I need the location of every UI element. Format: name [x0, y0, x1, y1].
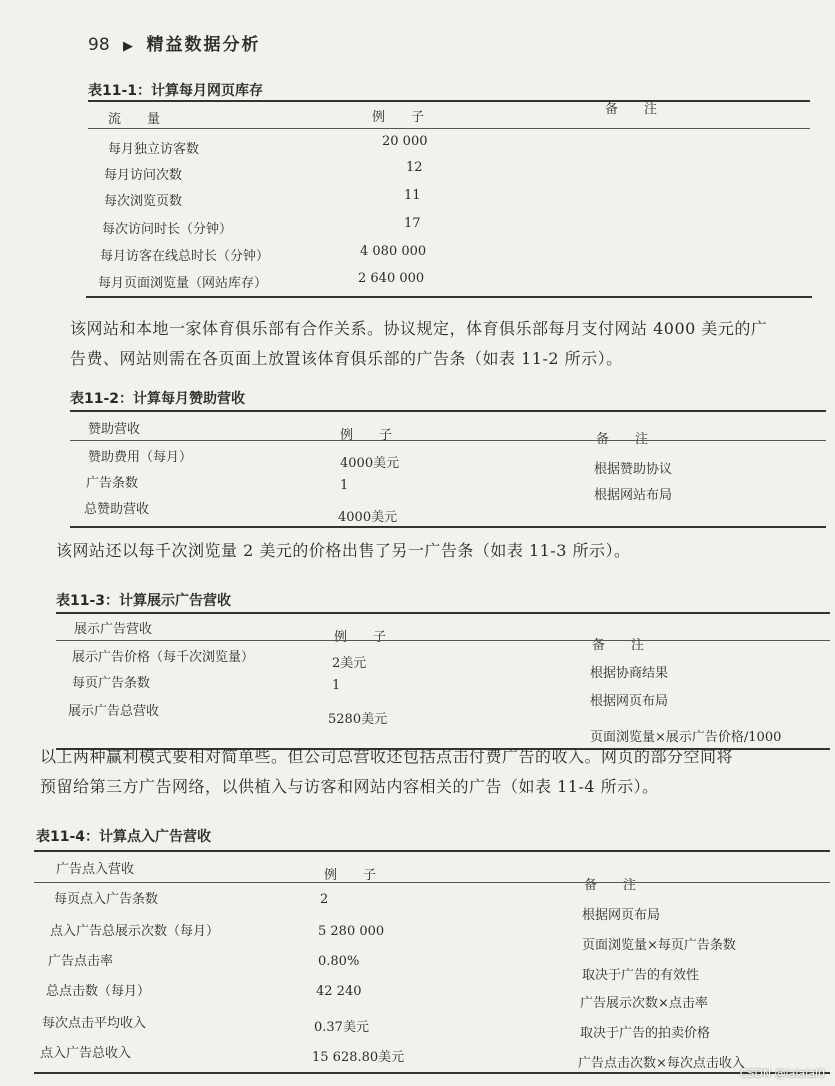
table2-row-note: 根据网站布局	[594, 488, 673, 503]
table3-caption: 表11-3：计算展示广告营收	[56, 593, 232, 609]
table2-caption: 表11-2：计算每月赞助营收	[70, 391, 246, 407]
table4-row-label: 总点击数（每月）	[46, 984, 151, 999]
table4-row-note: 广告展示次数×点击率	[580, 996, 708, 1011]
table3-header-rule	[56, 640, 830, 641]
table3-row-label: 展示广告价格（每千次浏览量）	[72, 650, 255, 665]
table3-col-note: 备 注	[592, 638, 645, 653]
table2-row-value: 1	[340, 478, 349, 493]
table3-col-flow: 展示广告营收	[74, 622, 153, 637]
watermark: CSDN @lalalal0	[739, 1067, 825, 1080]
table2-top-rule	[70, 410, 826, 412]
table1-top-rule	[88, 100, 810, 102]
table4-row-value: 2	[320, 892, 329, 907]
paragraph-3-line: 预留给第三方广告网络，以供植入与访客和网站内容相关的广告（如表 11-4 所示）。	[40, 777, 659, 796]
table1-header-rule	[88, 128, 810, 129]
table4-row-note: 根据网页布局	[582, 908, 661, 923]
table3-top-rule	[56, 612, 830, 614]
table2-row-label: 赞助费用（每月）	[88, 450, 193, 465]
table4-row-label: 广告点击率	[48, 954, 114, 969]
table4-row-label: 点入广告总展示次数（每月）	[50, 924, 220, 939]
table1-col-example: 例 子	[372, 110, 425, 125]
table4-row-value: 0.37美元	[314, 1020, 369, 1035]
table1-col-note: 备 注	[605, 102, 658, 117]
table4-header-rule	[34, 882, 830, 883]
table2-row-value: 4000美元	[338, 510, 398, 525]
table4-row-note: 取决于广告的有效性	[582, 968, 700, 983]
table1-row-label: 每月独立访客数	[108, 142, 200, 157]
table2-row-label: 广告条数	[86, 476, 139, 491]
table3-row-value: 1	[332, 678, 341, 693]
table4-row-label: 每次点击平均收入	[42, 1016, 147, 1031]
page-number: 98	[88, 35, 110, 55]
table1-row-value: 20 000	[382, 134, 428, 149]
paragraph-1-line: 告费、网站则需在各页面上放置该体育俱乐部的广告条（如表 11-2 所示）。	[70, 349, 623, 368]
table2-col-note: 备 注	[596, 432, 649, 447]
table4-col-note: 备 注	[584, 878, 637, 893]
table3-row-label: 每页广告条数	[72, 676, 151, 691]
table1-row-label: 每次浏览页数	[104, 194, 183, 209]
table4-row-label: 每页点入广告条数	[54, 892, 159, 907]
table1-row-label: 每月访问次数	[104, 168, 183, 183]
table4-col-example: 例 子	[324, 868, 377, 883]
table4-row-label: 点入广告总收入	[40, 1046, 132, 1061]
table2-row-note: 根据赞助协议	[594, 462, 673, 477]
table2-row-value: 4000美元	[340, 456, 400, 471]
table1-row-value: 17	[404, 216, 421, 231]
page-header	[88, 30, 260, 55]
arrow-icon: ▶	[123, 39, 134, 54]
table4-col-flow: 广告点入营收	[56, 862, 135, 877]
table3-row-value: 2美元	[332, 656, 367, 671]
table2-col-example: 例 子	[340, 428, 393, 443]
table4-bottom-rule	[34, 1072, 830, 1074]
table4-row-note: 广告点击次数×每次点击收入	[578, 1056, 745, 1071]
table4-row-value: 0.80%	[318, 954, 360, 969]
table1-row-label: 每月页面浏览量（网站库存）	[98, 276, 268, 291]
table3-row-note: 根据网页布局	[590, 694, 669, 709]
table1-row-label: 每次访问时长（分钟）	[102, 222, 233, 237]
table1-row-value: 4 080 000	[360, 244, 427, 259]
paragraph-1-line: 该网站和本地一家体育俱乐部有合作关系。协议规定，体育俱乐部每月支付网站 4000 美元的广	[70, 319, 768, 338]
table2-row-label: 总赞助营收	[84, 502, 150, 517]
table3-row-value: 5280美元	[328, 712, 388, 727]
table3-col-example: 例 子	[334, 630, 387, 645]
table4-row-value: 15 628.80美元	[312, 1050, 405, 1065]
table1-row-label: 每月访客在线总时长（分钟）	[100, 249, 270, 264]
table4-row-value: 5 280 000	[318, 924, 385, 939]
paragraph-3	[40, 742, 830, 802]
table3-row-note: 根据协商结果	[590, 666, 669, 681]
table2-header-rule	[70, 440, 826, 441]
paragraph-3-line: 以上两种赢利模式要相对简单些。但公司总营收还包括点击付费广告的收入。网页的部分空间将	[40, 747, 734, 766]
table1-row-value: 2 640 000	[358, 271, 425, 286]
book-title: 精益数据分析	[146, 35, 261, 55]
table1-caption: 表11-1：计算每月网页库存	[88, 83, 264, 99]
table3-row-label: 展示广告总营收	[68, 704, 160, 719]
table2-bottom-rule	[70, 526, 826, 528]
table1-row-value: 12	[406, 160, 423, 175]
table4-row-note: 取决于广告的拍卖价格	[580, 1026, 711, 1041]
paragraph-1	[70, 314, 830, 374]
table4-top-rule	[34, 850, 830, 852]
table3-row-note: 页面浏览量×展示广告价格/1000	[590, 730, 782, 745]
table4-row-value: 42 240	[316, 984, 362, 999]
table1-bottom-rule	[86, 296, 812, 298]
table2-col-flow: 赞助营收	[88, 422, 141, 437]
paragraph-2: 该网站还以每千次浏览量 2 美元的价格出售了另一广告条（如表 11-3 所示）。	[56, 541, 631, 560]
table1-col-flow: 流 量	[108, 112, 161, 127]
table4-row-note: 页面浏览量×每页广告条数	[582, 938, 736, 953]
table4-caption: 表11-4：计算点入广告营收	[36, 829, 212, 845]
table1-row-value: 11	[404, 188, 421, 203]
